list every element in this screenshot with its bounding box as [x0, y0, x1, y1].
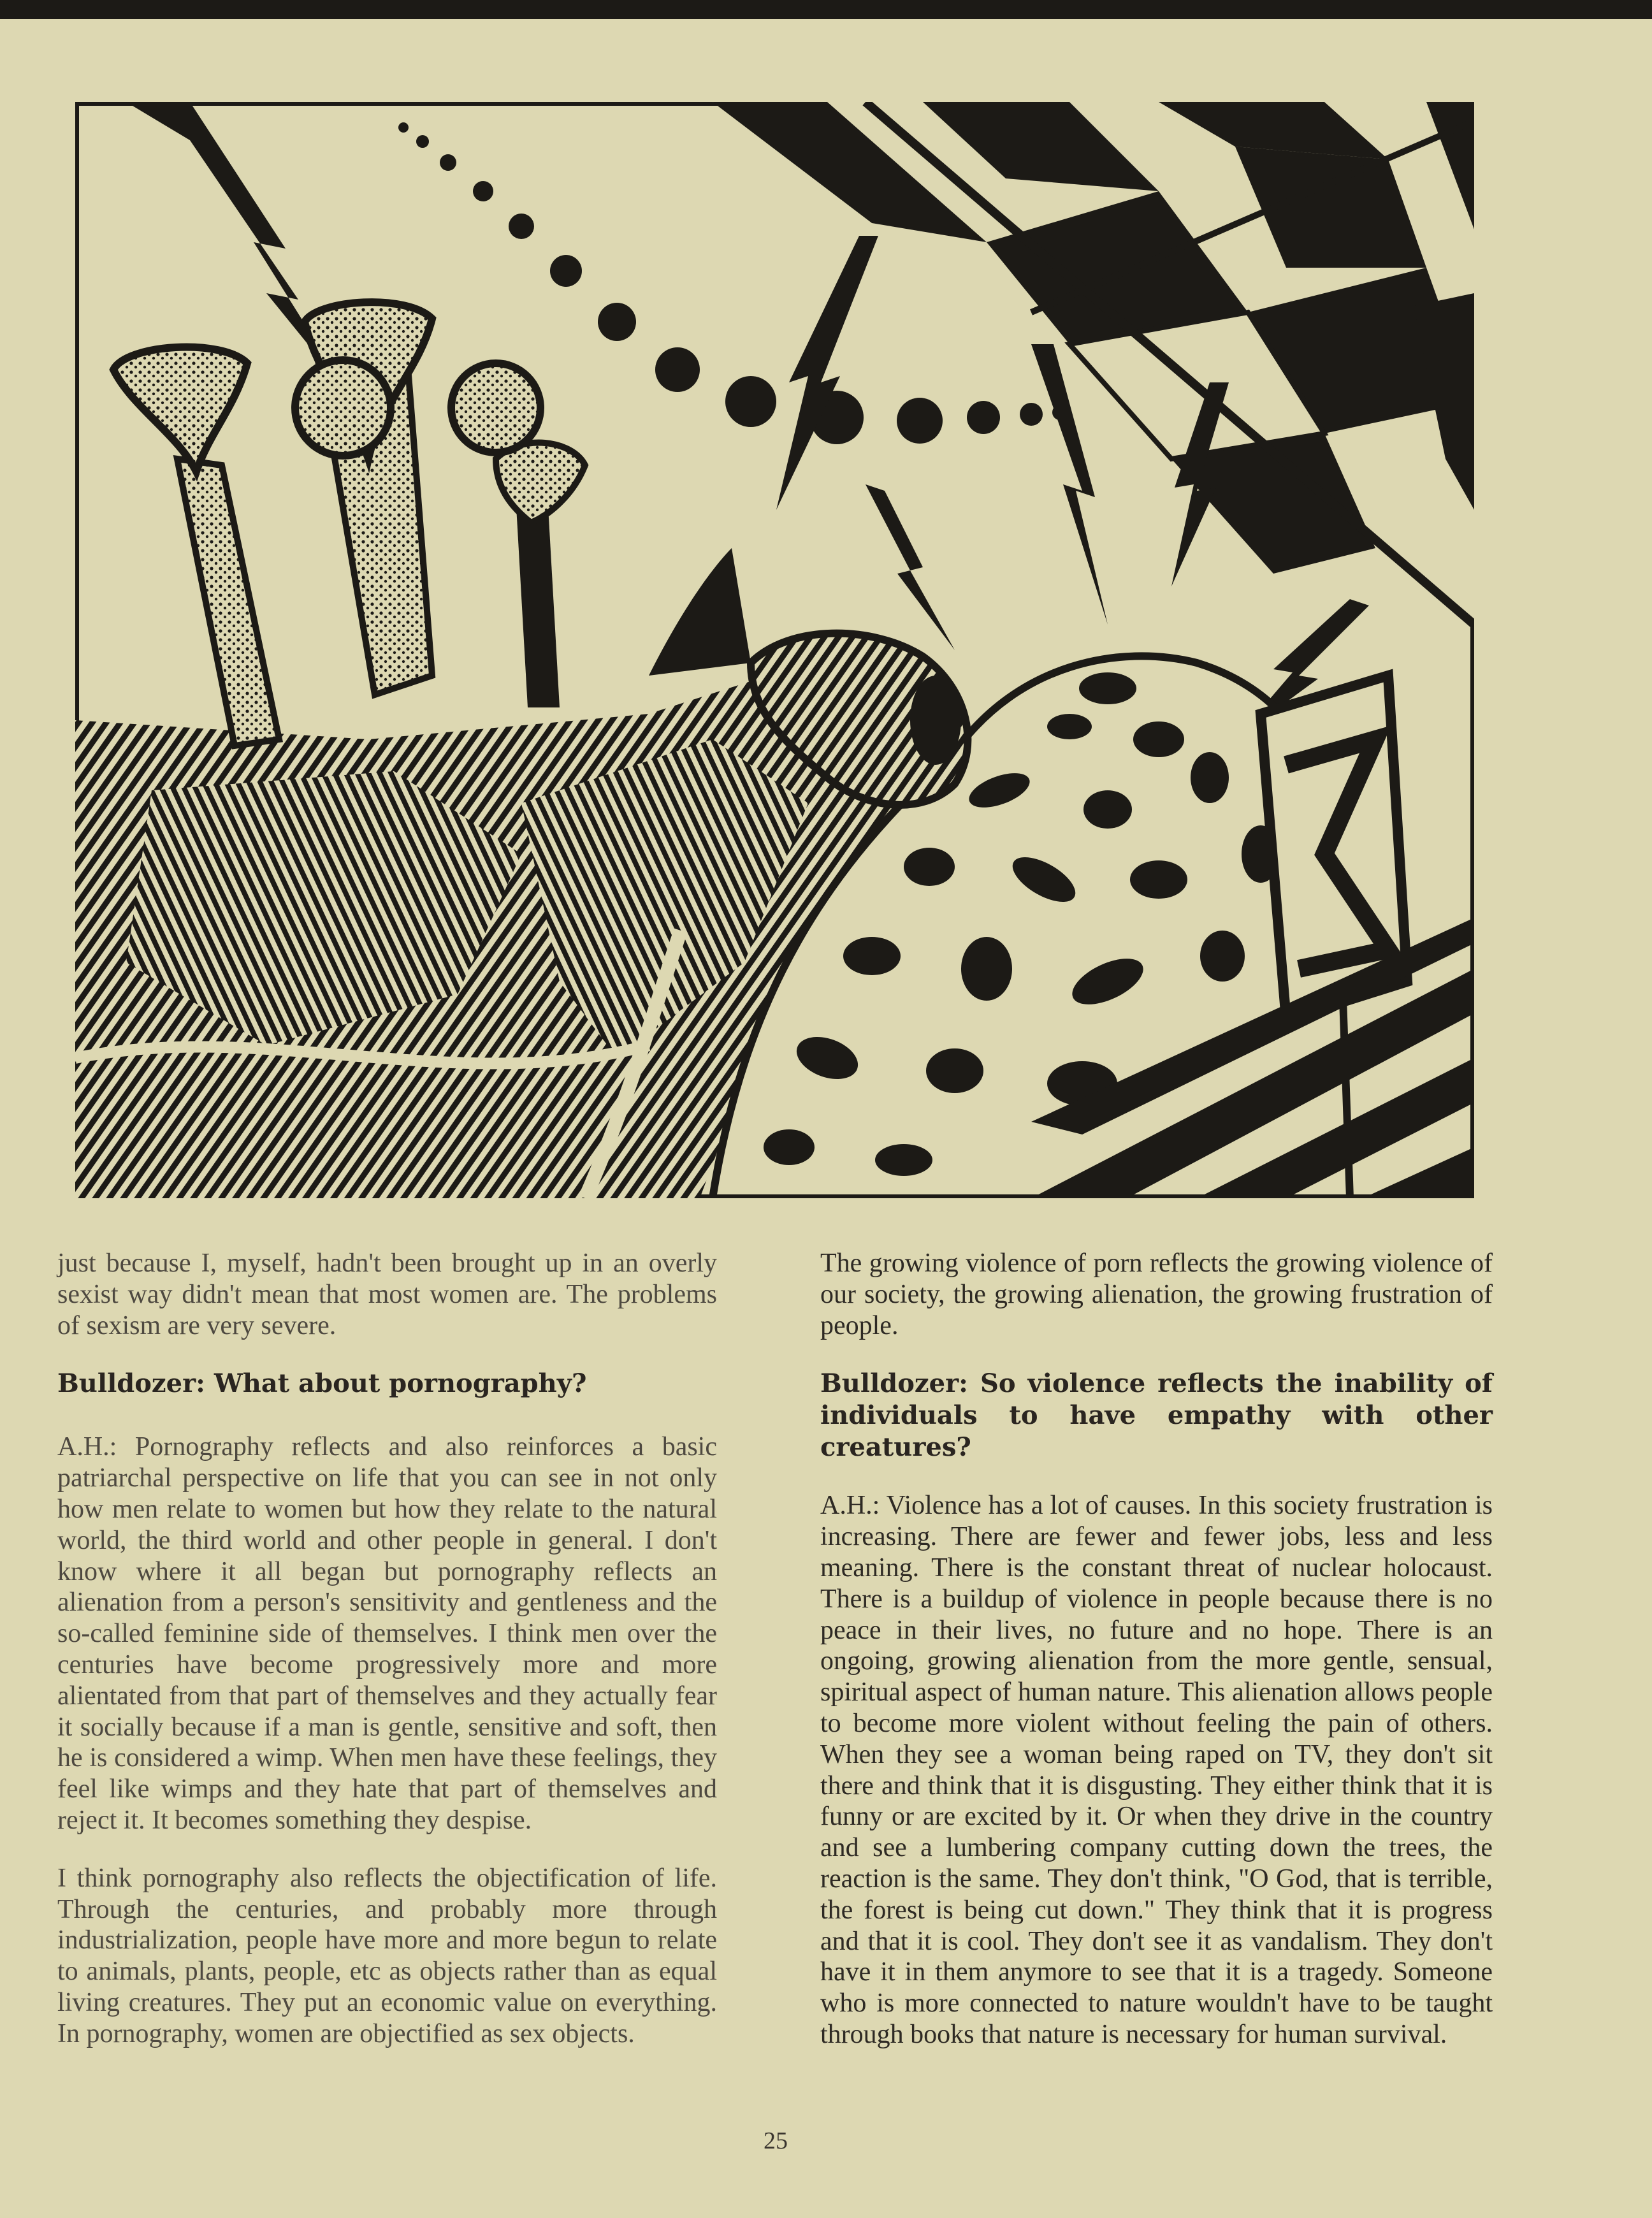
right-column: [820, 1248, 1493, 2077]
right-paragraph-2: A.H.: Violence has a lot of causes. In this society frustration is increasing. There are fewer and fewer jobs, less and less meaning. There is the constant threat of nuclear holocaust. There is a buildup of violence in people because there is no peace in their lives, no future and no hope. There is an ongoing, growing alienation from the more gentle, sensual, spiritual aspect of human nature. This alienation allows people to become more violent without feeling the pain of others. When they see a woman being raped on TV, they don't sit there and think that it is disgusting. They either think that it is funny or are excited by it. Or when they drive in the country and see a lumbering company cutting down the trees, the reaction is the same. They don't think, "O God, that is terrible, the forest is being cut down." They think that it is progress and that it is cool. They don't see it as vandalism. They don't have it in them anymore to see that it is a tragedy. Someone who is more connected to nature wouldn't have to be taught through books that nature is necessary for human survival.: [820, 1491, 1493, 2049]
scan-top-edge: [0, 0, 1652, 19]
interview-question-pornography: Bulldozer: What about pornography?: [57, 1368, 587, 1399]
left-column: [57, 1248, 717, 2077]
left-paragraph-1: just because I, myself, hadn't been brought up in an overly sexist way didn't mean that most women are. The problems of sexism are very severe.: [57, 1249, 717, 1340]
interview-question-violence: Bulldozer: So violence reflects the inability of individuals to have empathy with other creatures?: [820, 1368, 1493, 1463]
ink-illustration: [75, 102, 1474, 1198]
surreal-ink-drawing-icon: [75, 102, 1474, 1198]
page-number: 25: [764, 2127, 788, 2154]
right-paragraph-1: The growing violence of porn reflects the growing violence of our society, the growing alienation, the growing frustration of people.: [820, 1249, 1493, 1340]
left-paragraph-2: A.H.: Pornography reflects and also reinforces a basic patriarchal perspective on life that you can see in not only how men relate to women but how they relate to the natural world, the third world and other people in general. I don't know where it all began but pornography reflects an alienation from a person's sensitivity and gentleness and the so-called feminine side of themselves. I think men over the centuries have become progressively more and more alientated from that part of themselves and they actually fear it socially because if a man is gentle, sensitive and soft, then he is considered a wimp. When men have these feelings, they feel like wimps and they hate that part of themselves and reject it. It becomes something they despise.: [57, 1432, 717, 1835]
left-paragraph-3: I think pornography also reflects the objectification of life. Through the centuries, and probably more through industrialization, people have more and more begun to relate to animals, plants, people, etc as objects rather than as equal living creatures. They put an economic value on everything. In pornography, women are objectified as sex objects.: [57, 1863, 717, 2048]
